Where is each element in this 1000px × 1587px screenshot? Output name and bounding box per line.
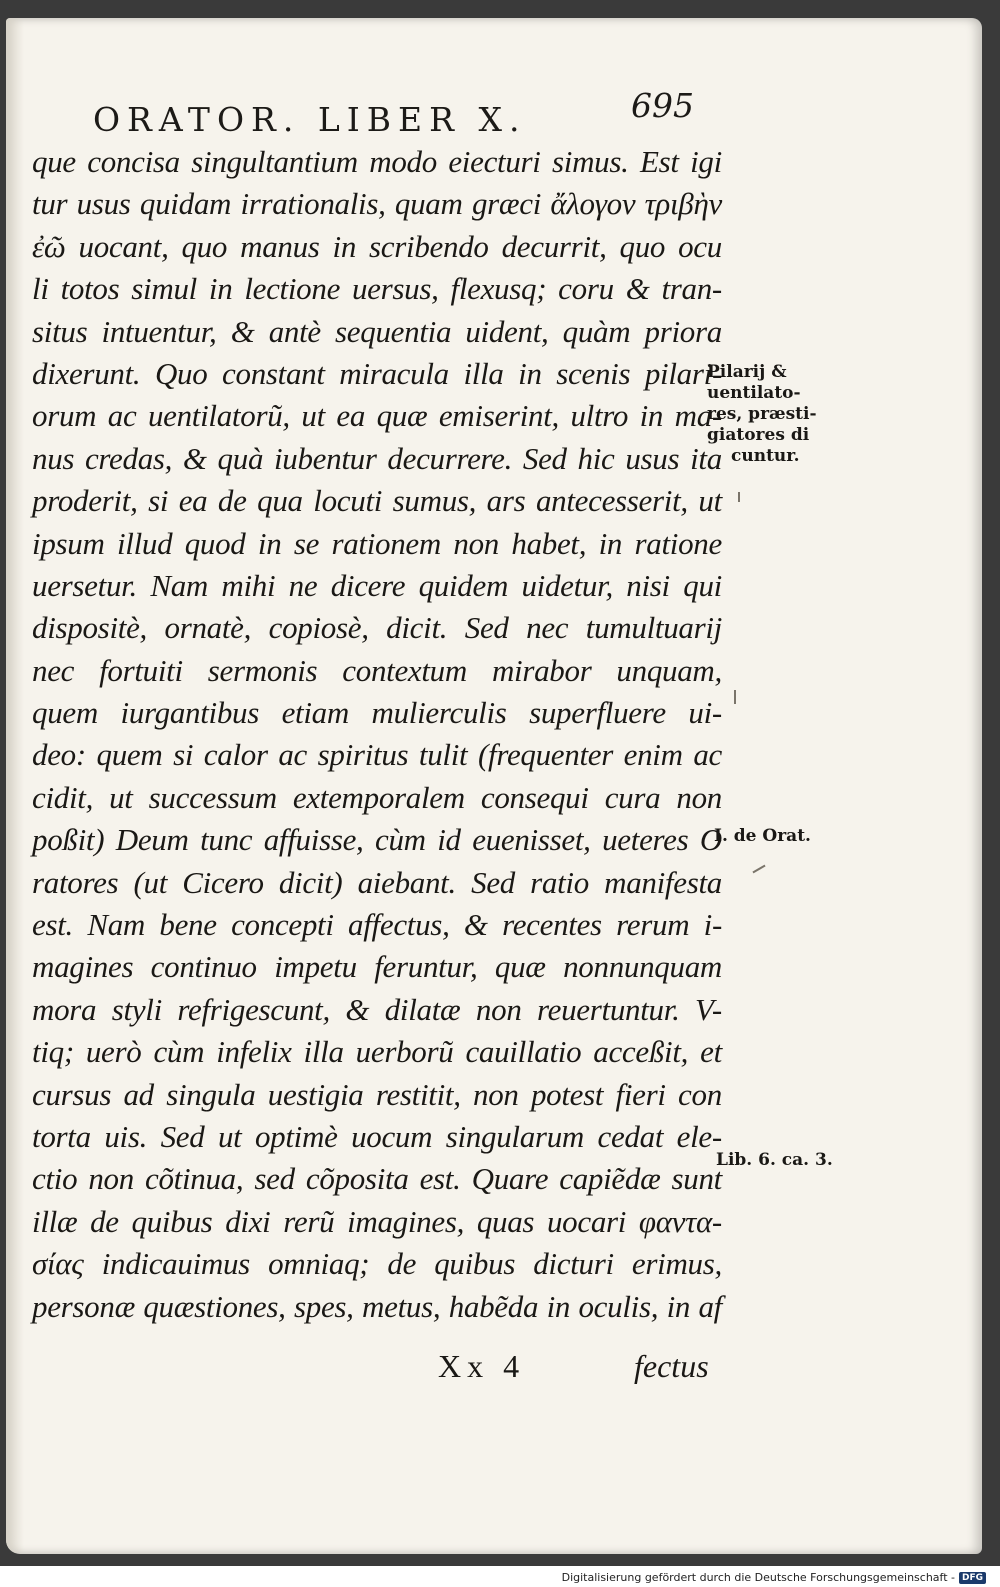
text-line: tur usus quidam irrationalis, quam græci ἄλογον τριβὴν — [32, 186, 722, 222]
text-line: ratores (ut Cicero dicit) aiebant. Sed ratio manifesta — [32, 864, 722, 900]
text-line: deo: quem si calor ac spiritus tulit (frequenter enim ac — [32, 737, 722, 773]
text-line: magines continuo impetu feruntur, quæ nonnunquam — [32, 949, 722, 985]
text-line: ipsum illud quod in se rationem non habet, in ratione — [32, 525, 722, 561]
digitization-credit — [562, 1571, 986, 1584]
catchword: fectus — [634, 1348, 709, 1384]
text-line: orum ac uentilatorũ, ut ea quæ emiserint, ultro in ma- — [32, 398, 722, 434]
text-line: dixerunt. Quo constant miracula illa in scenis pilari- — [32, 355, 722, 391]
marginal-note-line: giatores di — [707, 425, 810, 445]
marginal-note-pilarii — [707, 362, 817, 467]
text-line: proderit, si ea de qua locuti sumus, ars antecesserit, ut — [32, 483, 722, 519]
text-line: torta uis. Sed ut optimè uocum singularum cedat ele- — [32, 1118, 722, 1154]
text-line: cidit, ut successum extemporalem consequi cura non — [32, 779, 722, 815]
text-line: que concisa singultantium modo eiecturi simus. Est igi — [32, 144, 722, 179]
credit-text: Digitalisierung gefördert durch die Deutsche Forschungsgemeinschaft - — [561, 1571, 955, 1584]
text-line: tiq; uerò cùm infelix illa uerborũ cauillatio acceßit, et — [32, 1034, 722, 1070]
text-line: nec fortuiti sermonis contextum mirabor unquam, — [32, 652, 722, 688]
text-line: poßit) Deum tunc affuisse, cùm id euenisset, ueteres O — [32, 822, 722, 858]
text-line: ctio non cõtinua, sed cõposita est. Quare capiẽdæ sunt — [32, 1161, 722, 1197]
marginal-note-line: uentilato- — [707, 383, 801, 403]
marginal-note-line: Pilarij & — [707, 362, 787, 382]
text-line: σίας indicauimus omniaq; de quibus dicturi erimus, — [32, 1246, 722, 1282]
signature-mark: Xx 4 — [438, 1348, 526, 1384]
body-text — [32, 141, 722, 1328]
running-head-title: ORATOR. LIBER X. — [93, 100, 527, 139]
page-gutter-shadow — [6, 18, 24, 1554]
marginal-note-de-orat: I. de Orat. — [714, 826, 811, 846]
text-line: dispositè, ornatè, copiosè, dicit. Sed nec tumultuarij — [32, 610, 722, 646]
marginal-note-line: res, præsti- — [707, 404, 817, 424]
text-line: quem iurgantibus etiam mulierculis superfluere ui- — [32, 695, 722, 731]
text-line: est. Nam bene concepti affectus, & recentes rerum i- — [32, 907, 722, 943]
marginal-note-line: cuntur. — [731, 446, 800, 466]
running-head — [93, 86, 703, 140]
text-line: nus credas, & quà iubentur decurrere. Sed hic usus ita — [32, 440, 722, 476]
ink-speck — [734, 690, 736, 704]
ink-speck — [738, 492, 740, 502]
text-line: situs intuentur, & antè sequentia uident, quàm priora — [32, 313, 722, 349]
marginal-note-lib: Lib. 6. ca. 3. — [716, 1150, 833, 1170]
dfg-logo: DFG — [959, 1572, 986, 1584]
text-line: li totos simul in lectione uersus, flexusq; coru & tran- — [32, 271, 722, 307]
text-line: ἐῶ uocant, quo manus in scribendo decurrit, quo ocu — [32, 228, 722, 264]
text-line: cursus ad singula uestigia restitit, non potest fieri con — [32, 1076, 722, 1112]
text-line: personæ quæstiones, spes, metus, habẽda in oculis, in af — [32, 1288, 722, 1324]
folio-number: 695 — [631, 86, 694, 125]
text-line: mora styli refrigescunt, & dilatæ non reuertuntur. V- — [32, 991, 722, 1027]
text-line: illæ de quibus dixi rerũ imagines, quas uocari φαντα- — [32, 1203, 722, 1239]
text-line: uersetur. Nam mihi ne dicere quidem uidetur, nisi qui — [32, 567, 722, 603]
